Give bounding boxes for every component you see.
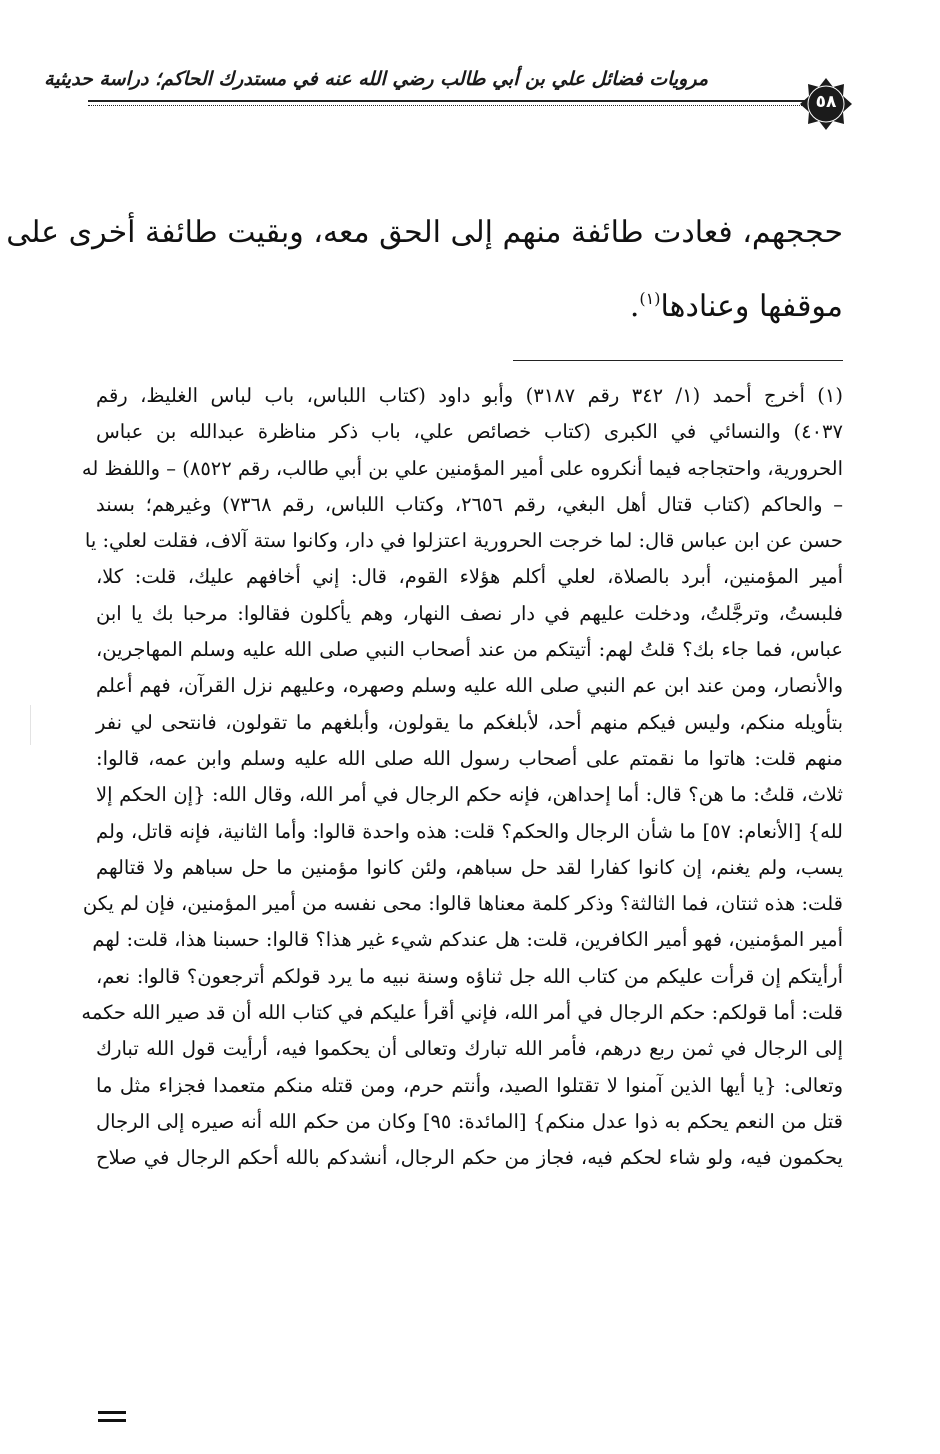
footnote-line: والأنصار، ومن عند ابن عم النبي صلى الله عليه وسلم وصهره، وعليهم نزل القرآن، فهم أعلم	[96, 674, 843, 698]
footnote-line: بتأويله منكم، وليس فيكم منهم أحد، لأبلغكم ما يقولون، وأبلغهم ما تقولون، فانتحى لي نفر	[96, 710, 843, 734]
page-number-badge	[800, 78, 852, 130]
footnote-line: وتعالى: {يا أيها الذين آمنوا لا تقتلوا الصيد، وأنتم حرم، ومن قتله منكم متعمدا فجزاء مثل ما	[96, 1073, 843, 1097]
footnote-line: (١) أخرج أحمد (١/ ٣٤٢ رقم ٣١٨٧) وأبو داود (كتاب اللباس، باب لباس الغليظ، رقم	[96, 384, 843, 407]
footnote-line: الحرورية، واحتجاجه فيما أنكروه على أمير المؤمنين علي بن أبي طالب، رقم ٨٥٢٢) – واللفظ له	[81, 456, 843, 480]
footnote-line: ثلاث، قلتُ: ما هن؟ قال: أما إحداهن، فإنه حكم الرجال في أمر الله، وقال الله: {إن الحكم إلا	[96, 783, 843, 807]
footnote-line: منهم قلت: هاتوا ما نقمتم على أصحاب رسول الله صلى الله عليه وسلم وابن عمه، قالوا:	[96, 746, 843, 770]
footnote-line: قلت: هذه ثنتان، فما الثالثة؟ وذكر كلمة معناها قالوا: محى نفسه من أمير المؤمنين، فإن لم يكن	[82, 892, 843, 916]
footnote-line: أمير المؤمنين، فهو أمير الكافرين، قلت: هل عندكم شيء غير هذا؟ قالوا: حسبنا هذا، قلت: لهم	[92, 928, 843, 952]
main-text-line: حججهم، فعادت طائفة منهم إلى الحق معه، وبقيت طائفة أخرى على	[6, 215, 843, 250]
main-text-line	[96, 266, 843, 340]
end-punctuation: .	[629, 289, 640, 324]
header-dotted-rule	[88, 105, 828, 106]
footnote-line: أمير المؤمنين، أبرد بالصلاة، لعلي أكلم هؤلاء القوم، قال: إني أخافهم عليك، قلت: كلا،	[96, 565, 843, 589]
header-title: مرويات فضائل علي بن أبي طالب رضي الله عنه في مستدرك الحاكم؛ دراسة حديثية	[44, 68, 708, 90]
main-text	[6, 200, 843, 340]
footnote-line: ٤٠٣٧) والنسائي في الكبرى (كتاب خصائص علي، باب ذكر مناظرة عبدالله بن عباس	[96, 420, 843, 444]
footnote-line: حسن عن ابن عباس قال: لما خرجت الحرورية اعتزلوا في دار، وكانوا ستة آلاف، فقلت لعلي: يا	[84, 529, 843, 553]
scan-margin-mark	[30, 705, 31, 745]
footnote-line: أرأيتكم إن قرأت عليكم من كتاب الله جل ثناؤه وسنة نبيه ما يرد قولكم أترجعون؟ قالوا: نعم،	[96, 964, 843, 988]
footnote	[81, 378, 843, 1177]
main-text-fragment: موقفها وعنادها	[660, 289, 843, 324]
continuation-mark	[98, 1411, 126, 1423]
footnote-line: يسب، ولم يغنم، إن كانوا كفارا لقد حل سباهم، ولئن كانوا مؤمنين ما حل سباهم ولا قتالهم	[96, 855, 843, 879]
running-header	[44, 62, 858, 108]
footnote-line: يحكمون فيه، ولو شاء لحكم فيه، فجاز من حكم الرجال، أنشدكم بالله أحكم الرجال في صلاح	[96, 1146, 843, 1170]
footnote-line: فلبستُ، وترجَّلتُ، ودخلت عليهم في دار نصف النهار، وهم يأكلون فقالوا: مرحبا بك يا ابن	[96, 601, 843, 625]
footnote-line: قلت: أما قولكم: حكم الرجال في أمر الله، فإني أقرأ عليكم في كتاب الله أن قد صير الله حكمه	[81, 1001, 843, 1025]
footnote-line: لله} [الأنعام: ٥٧] ما شأن الرجال والحكم؟ قلت: هذه واحدة قالوا: وأما الثانية، فإنه قاتل، ولم	[96, 819, 843, 843]
footnote-line: قتل من النعم يحكم به ذوا عدل منكم} [المائدة: ٩٥] وكان من حكم الله أنه صيره إلى الرجال	[96, 1109, 843, 1133]
page-number: ٥٨	[815, 92, 837, 112]
footnote-reference[interactable]: (١)	[639, 289, 661, 308]
header-rule	[88, 100, 828, 102]
footnote-line: عباس، فما جاء بك؟ قلتُ لهم: أتيتكم من عند أصحاب النبي صلى الله عليه وسلم المهاجرين،	[96, 638, 843, 662]
footnote-separator	[513, 360, 843, 361]
footnote-line: إلى الرجال في ثمن ربع درهم، فأمر الله تبارك وتعالى أن يحكموا فيه، أرأيت قول الله تبارك	[96, 1037, 843, 1061]
footnote-line: – والحاكم (كتاب قتال أهل البغي، رقم ٢٦٥٦، وكتاب اللباس، رقم ٧٣٦٨) وغيرهم؛ بسند	[96, 492, 843, 516]
